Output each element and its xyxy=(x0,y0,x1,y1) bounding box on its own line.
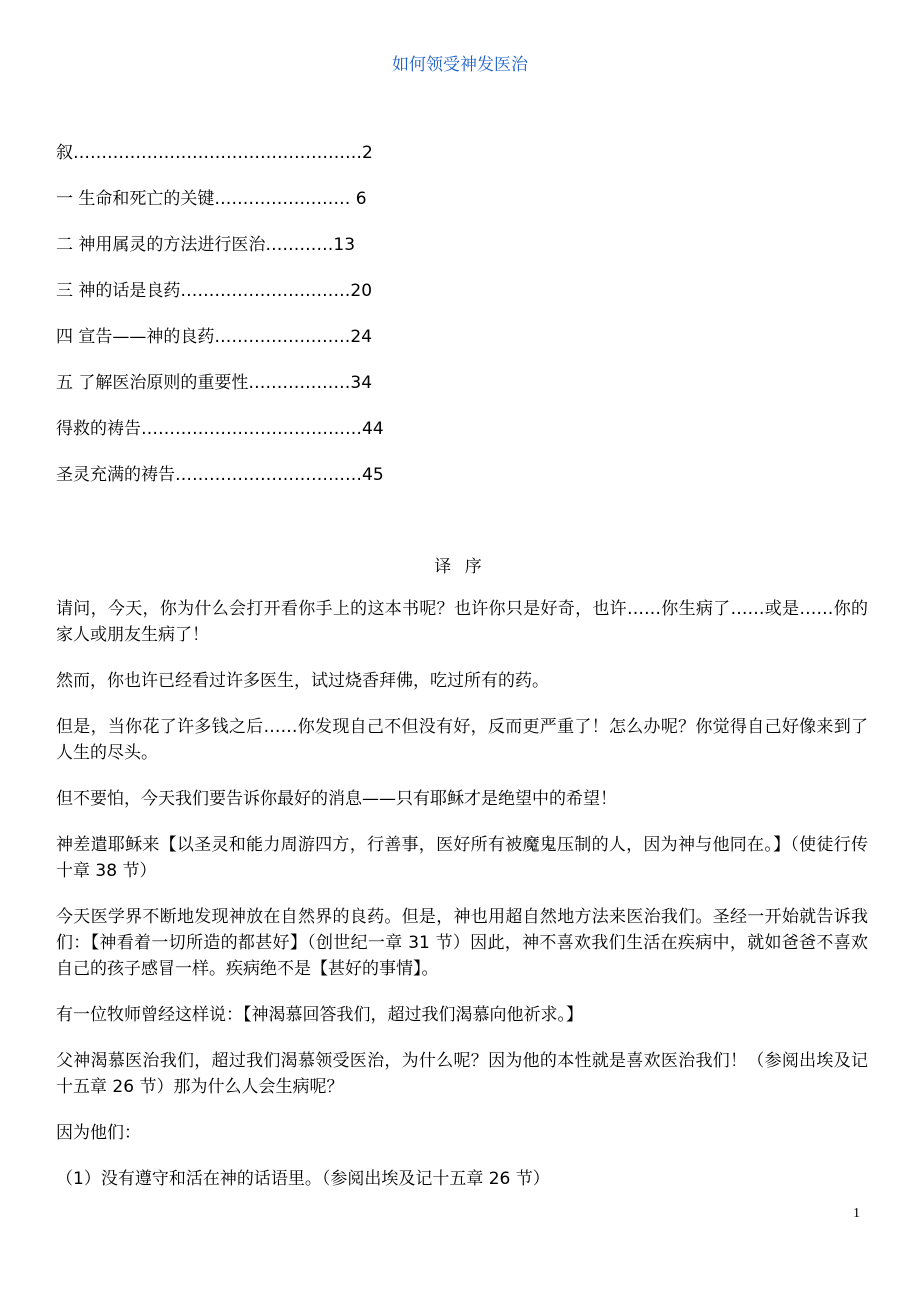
toc-entry: 五 了解医治原则的重要性………………34 xyxy=(56,373,373,393)
toc-entry: 圣灵充满的祷告……………………………45 xyxy=(56,465,384,485)
paragraph: 但是，当你花了许多钱之后……你发现自己不但没有好，反而更严重了！怎么办呢？你觉得自己好像来到了人生的尽头。 xyxy=(56,717,868,763)
paragraph: 但不要怕，今天我们要告诉你最好的消息——只有耶稣才是绝望中的希望！ xyxy=(56,789,617,809)
paragraph: 有一位牧师曾经这样说：【神渴慕回答我们，超过我们渴慕向他祈求。】 xyxy=(56,1005,583,1025)
paragraph: 然而，你也许已经看过许多医生，试过烧香拜佛，吃过所有的药。 xyxy=(56,671,549,691)
toc-entry: 叙……………………………………………2 xyxy=(56,143,373,163)
toc-entry: 一 生命和死亡的关键…………………… 6 xyxy=(56,189,367,209)
paragraph: 因为他们： xyxy=(56,1123,141,1143)
toc-entry: 四 宣告——神的良药……………………24 xyxy=(56,327,373,347)
section-heading: 译 序 xyxy=(434,557,486,577)
toc-entry: 得救的祷告…………………………………44 xyxy=(56,419,384,439)
toc-entry: 二 神用属灵的方法进行医治…………13 xyxy=(56,235,356,255)
document-title: 如何领受神发医治 xyxy=(392,55,528,75)
paragraph: 今天医学界不断地发现神放在自然界的良药。但是，神也用超自然地方法来医治我们。圣经一开始就告诉我们：【神看着一切所造的都甚好】（创世纪一章 31 节）因此，神不喜欢我们生活在疾病中，就如爸爸不喜欢自己的孩子感冒一样。疾病绝不是【甚好的事情】。 xyxy=(56,907,868,979)
paragraph: 请问，今天，你为什么会打开看你手上的这本书呢？也许你只是好奇，也许……你生病了……或是……你的家人或朋友生病了！ xyxy=(56,599,868,645)
table-of-contents xyxy=(56,140,856,508)
paragraph: 神差遣耶稣来【以圣灵和能力周游四方，行善事，医好所有被魔鬼压制的人，因为神与他同在。】（使徒行传十章 38 节） xyxy=(56,835,868,881)
paragraph: （1）没有遵守和活在神的话语里。（参阅出埃及记十五章 26 节） xyxy=(56,1169,550,1189)
page-number: 1 xyxy=(853,1206,860,1221)
body-text xyxy=(56,596,868,1212)
paragraph: 父神渴慕医治我们，超过我们渴慕领受医治，为什么呢？因为他的本性就是喜欢医治我们！（参阅出埃及记十五章 26 节）那为什么人会生病呢？ xyxy=(56,1051,868,1097)
toc-entry: 三 神的话是良药…………………………20 xyxy=(56,281,373,301)
